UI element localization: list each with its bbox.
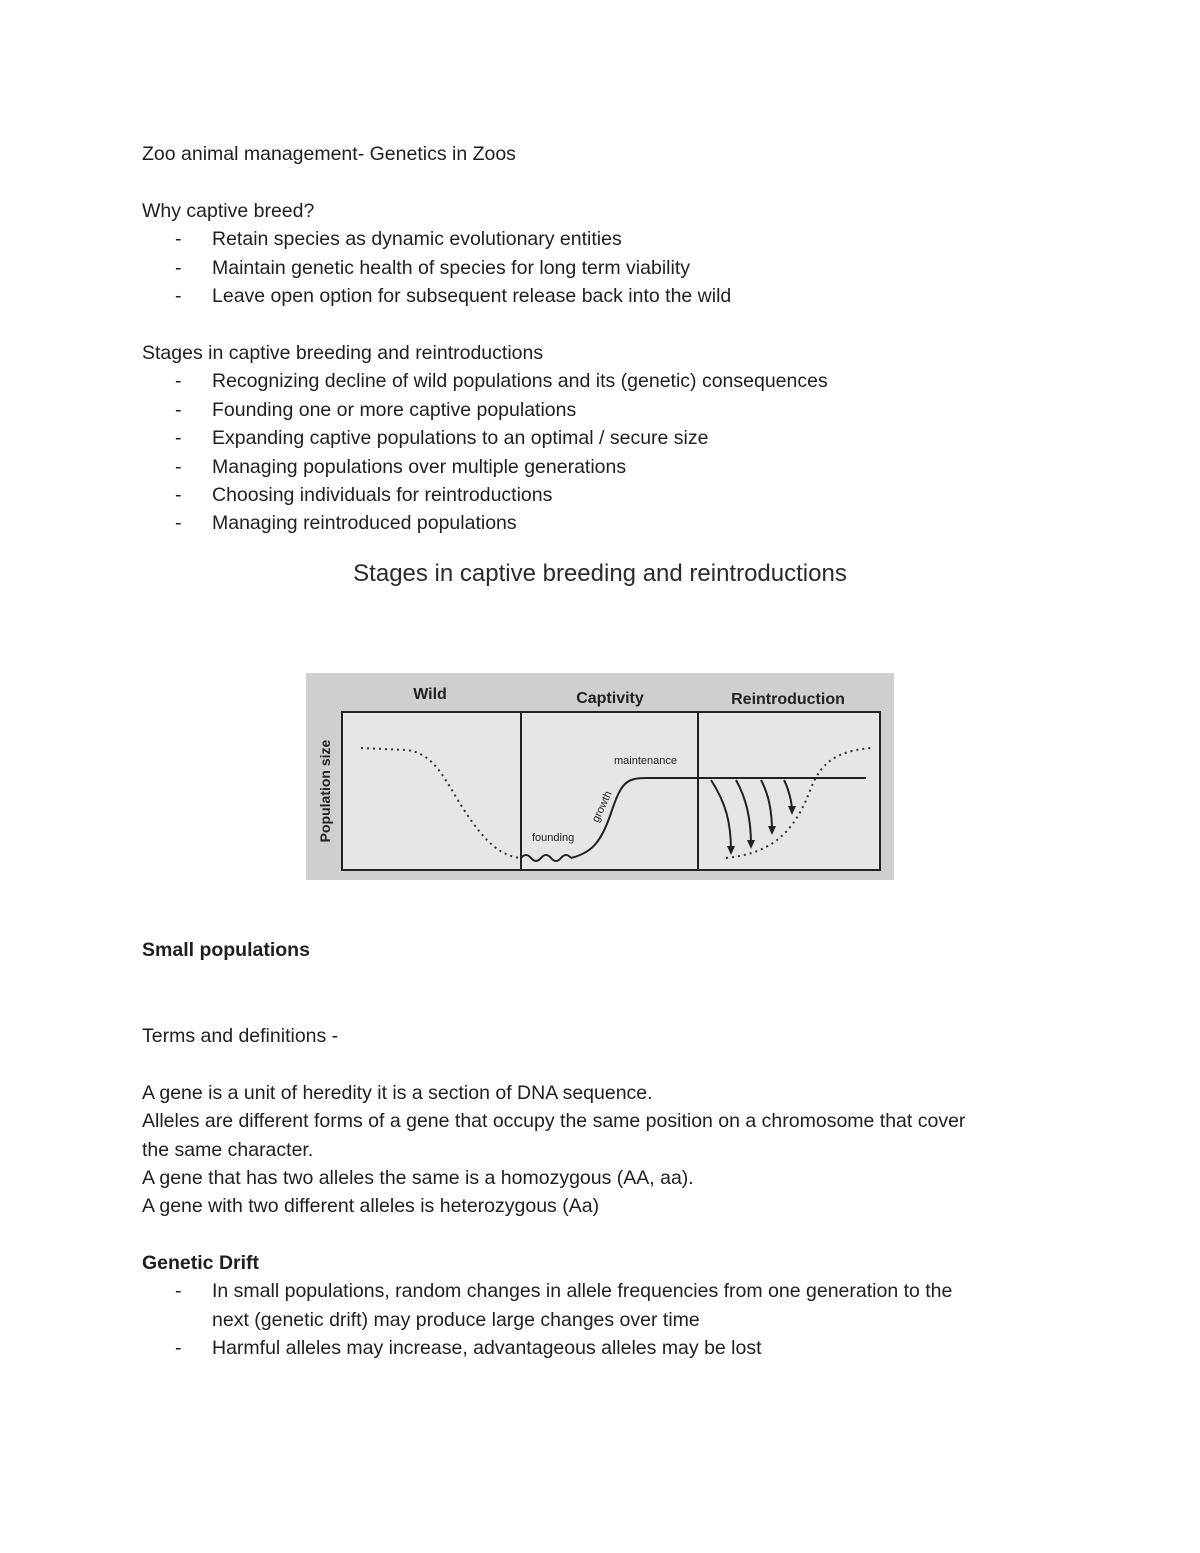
bullet-dash: -	[175, 1337, 182, 1360]
y-axis-label: Population size	[317, 739, 333, 843]
stages-item: - Founding one or more captive populations	[142, 396, 1062, 424]
drift-item: - In small populations, random changes in allele frequencies from one generation to the	[142, 1277, 1062, 1305]
definition-line: A gene that has two alleles the same is a homozygous (AA, aa).	[142, 1166, 694, 1189]
stages-figure	[306, 673, 894, 880]
bullet-dash: -	[175, 1280, 182, 1303]
stages-heading: Stages in captive breeding and reintroductions	[142, 342, 544, 364]
drift-item-continued: next (genetic drift) may produce large changes over time	[212, 1308, 700, 1331]
bullet-dash: -	[175, 483, 182, 506]
phase-label-reintroduction: Reintroduction	[731, 691, 845, 708]
phase-label-wild: Wild	[413, 686, 447, 703]
stages-item: - Recognizing decline of wild populations and its (genetic) consequences	[142, 367, 1062, 395]
small-populations-heading: Small populations	[142, 939, 310, 961]
bullet-dash: -	[175, 370, 182, 393]
drift-item: - Harmful alleles may increase, advantageous alleles may be lost	[142, 1334, 1062, 1362]
bullet-dash: -	[175, 512, 182, 535]
definition-line: A gene is a unit of heredity it is a section of DNA sequence.	[142, 1081, 653, 1104]
genetic-drift-heading: Genetic Drift	[142, 1252, 260, 1274]
bullet-dash: -	[175, 285, 182, 308]
why-captive-breed-section	[142, 197, 1062, 311]
genetic-drift-section	[142, 1249, 1062, 1363]
bullet-dash: -	[175, 455, 182, 478]
document-title-block	[142, 140, 1062, 168]
small-populations-section	[142, 936, 1062, 964]
terms-section	[142, 1022, 1062, 1221]
stages-item: - Expanding captive populations to an optimal / secure size	[142, 424, 1062, 452]
bullet-dash: -	[175, 427, 182, 450]
figure-title: Stages in captive breeding and reintroductions	[353, 560, 847, 587]
why-item: - Maintain genetic health of species for long term viability	[142, 254, 1062, 282]
bullet-dash: -	[175, 228, 182, 251]
document-title: Zoo animal management- Genetics in Zoos	[142, 143, 516, 165]
why-item: - Leave open option for subsequent release back into the wild	[142, 282, 1062, 310]
terms-heading: Terms and definitions -	[142, 1025, 339, 1047]
definition-line: the same character.	[142, 1138, 314, 1161]
figure-frame	[342, 712, 880, 870]
stages-item: - Managing populations over multiple generations	[142, 453, 1062, 481]
stages-item: - Managing reintroduced populations	[142, 509, 1062, 537]
annotation-growth: growth	[589, 789, 615, 825]
definition-line: Alleles are different forms of a gene that occupy the same position on a chromosome that cover	[142, 1110, 966, 1133]
stages-item: - Choosing individuals for reintroductions	[142, 481, 1062, 509]
why-heading: Why captive breed?	[142, 200, 315, 222]
bullet-dash: -	[175, 398, 182, 421]
phase-label-captivity: Captivity	[576, 690, 644, 707]
annotation-maintenance: maintenance	[614, 755, 677, 767]
definition-line: A gene with two different alleles is heterozygous (Aa)	[142, 1195, 600, 1218]
annotation-founding: founding	[532, 832, 575, 844]
why-item: - Retain species as dynamic evolutionary entities	[142, 225, 1062, 253]
bullet-dash: -	[175, 256, 182, 279]
stages-section	[142, 339, 1062, 538]
